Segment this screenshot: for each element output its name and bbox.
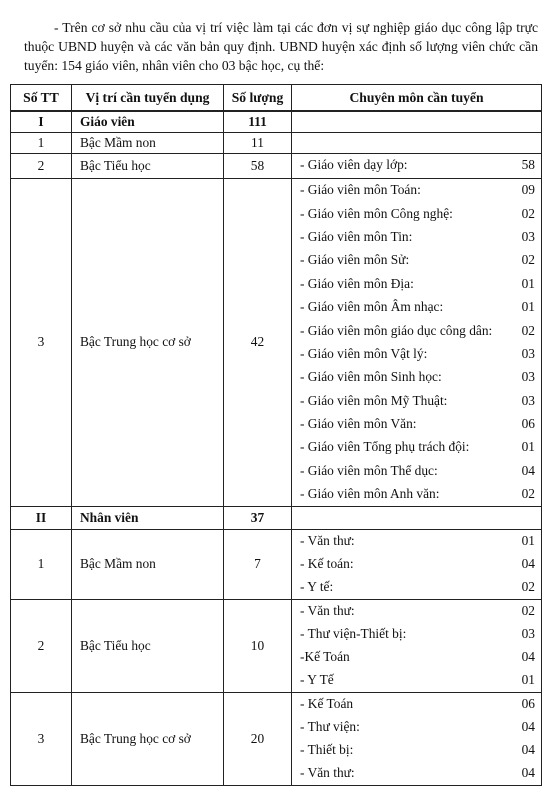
- cell-position: Bậc Mầm non: [72, 529, 224, 599]
- specialty-name: - Thư viện-Thiết bị:: [300, 626, 407, 642]
- specialty-name: - Văn thư:: [300, 765, 355, 781]
- recruitment-table: [10, 84, 542, 786]
- specialty-item: [300, 272, 535, 295]
- specialty-count: 03: [521, 369, 535, 385]
- specialty-name: - Văn thư:: [300, 603, 355, 619]
- specialty-item: [300, 225, 535, 248]
- specialty-count: 02: [521, 603, 535, 619]
- specialty-item: [300, 412, 535, 435]
- specialty-name: - Giáo viên môn Công nghệ:: [300, 205, 453, 221]
- specialty-count: 03: [521, 626, 535, 642]
- cell-quantity: 58: [224, 153, 292, 178]
- cell-specialties: [292, 529, 542, 599]
- table-row: [11, 692, 542, 785]
- specialty-item: [300, 249, 535, 272]
- cell-quantity: 10: [224, 599, 292, 692]
- specialty-name: - Giáo viên môn Sử:: [300, 252, 410, 268]
- specialty-count: 58: [521, 157, 535, 173]
- specialty-count: 01: [521, 672, 535, 688]
- specialty-count: 04: [521, 719, 535, 735]
- cell-stt: II: [11, 506, 72, 529]
- specialty-count: 09: [521, 182, 535, 198]
- specialty-name: - Văn thư:: [300, 533, 355, 549]
- specialty-item: [300, 366, 535, 389]
- specialty-name: - Giáo viên môn giáo dục công dân:: [300, 322, 493, 338]
- header-quantity: Số lượng: [224, 85, 292, 112]
- header-specialty: Chuyên môn cần tuyển: [292, 85, 542, 112]
- specialty-name: - Thư viện:: [300, 719, 360, 735]
- table-row: [11, 599, 542, 692]
- table-header-row: [11, 85, 542, 112]
- cell-quantity: 20: [224, 692, 292, 785]
- cell-specialties: [292, 111, 542, 132]
- specialty-name: - Giáo viên môn Văn:: [300, 416, 417, 432]
- specialty-item: [300, 600, 535, 623]
- specialty-count: 06: [521, 416, 535, 432]
- cell-stt: 1: [11, 132, 72, 153]
- specialty-count: 01: [521, 299, 535, 315]
- specialty-name: - Giáo viên môn Vật lý:: [300, 345, 428, 361]
- cell-position: Nhân viên: [72, 506, 224, 529]
- cell-stt: I: [11, 111, 72, 132]
- specialty-item: [300, 342, 535, 365]
- cell-position: Bậc Mầm non: [72, 132, 224, 153]
- cell-specialties: [292, 178, 542, 506]
- cell-stt: 1: [11, 529, 72, 599]
- specialty-count: 03: [521, 392, 535, 408]
- specialty-name: - Kế Toán: [300, 696, 354, 712]
- specialty-item: [300, 295, 535, 318]
- specialty-count: 04: [521, 556, 535, 572]
- cell-quantity: 37: [224, 506, 292, 529]
- cell-quantity: 42: [224, 178, 292, 506]
- specialty-name: - Kế toán:: [300, 556, 354, 572]
- specialty-name: - Giáo viên môn Địa:: [300, 275, 414, 291]
- specialty-name: - Giáo viên môn Thể dục:: [300, 462, 438, 478]
- cell-position: Bậc Tiểu học: [72, 153, 224, 178]
- specialty-item: [300, 202, 535, 225]
- specialty-count: 01: [521, 439, 535, 455]
- cell-specialties: [292, 132, 542, 153]
- table-row: [11, 132, 542, 153]
- header-position: Vị trí cần tuyển dụng: [72, 85, 224, 112]
- specialty-item: [300, 646, 535, 669]
- specialty-name: - Giáo viên môn Anh văn:: [300, 486, 440, 502]
- table-row: [11, 111, 542, 132]
- intro-paragraph: - Trên cơ sở nhu cầu của vị trí việc làm tại các đơn vị sự nghiệp giáo dục công lập trực thuộc UBND huyện và các văn bản quy định. UBND huyện xác định số lượng viên chức cần tuyển: 154 giáo viên, nhân viên cho 03 bậc học, cụ thể:: [24, 19, 538, 73]
- specialty-count: 04: [521, 462, 535, 478]
- specialty-item: [300, 319, 535, 342]
- table-row: [11, 529, 542, 599]
- cell-position: Bậc Trung học cơ sở: [72, 692, 224, 785]
- specialty-count: 04: [521, 649, 535, 665]
- specialty-count: 03: [521, 345, 535, 361]
- specialty-count: 04: [521, 765, 535, 781]
- specialty-name: - Giáo viên môn Tin:: [300, 228, 413, 244]
- specialty-count: 02: [521, 252, 535, 268]
- table-body: [11, 111, 542, 785]
- table-row: [11, 178, 542, 506]
- table-row: [11, 153, 542, 178]
- specialty-name: - Giáo viên môn Toán:: [300, 182, 421, 198]
- specialty-count: 04: [521, 742, 535, 758]
- specialty-item: [300, 576, 535, 599]
- cell-specialties: [292, 153, 542, 178]
- cell-quantity: 7: [224, 529, 292, 599]
- specialty-item: [300, 389, 535, 412]
- specialty-item: [300, 669, 535, 692]
- specialty-item: [300, 716, 535, 739]
- header-stt: Số TT: [11, 85, 72, 112]
- cell-quantity: 11: [224, 132, 292, 153]
- table-row: [11, 506, 542, 529]
- cell-position: Giáo viên: [72, 111, 224, 132]
- specialty-item: [300, 693, 535, 716]
- cell-quantity: 111: [224, 111, 292, 132]
- specialty-item: [300, 459, 535, 482]
- specialty-count: 02: [521, 579, 535, 595]
- cell-specialties: [292, 692, 542, 785]
- specialty-count: 01: [521, 275, 535, 291]
- specialty-item: [300, 739, 535, 762]
- cell-position: Bậc Tiểu học: [72, 599, 224, 692]
- specialty-item: [300, 436, 535, 459]
- specialty-name: - Y tế:: [300, 579, 334, 595]
- specialty-name: - Giáo viên môn Sinh học:: [300, 369, 442, 385]
- cell-specialties: [292, 506, 542, 529]
- specialty-count: 01: [521, 533, 535, 549]
- specialty-name: -Kế Toán: [300, 649, 350, 665]
- specialty-count: 02: [521, 205, 535, 221]
- specialty-count: 02: [521, 322, 535, 338]
- specialty-count: 06: [521, 696, 535, 712]
- specialty-name: - Giáo viên dạy lớp:: [300, 157, 408, 173]
- specialty-count: 02: [521, 486, 535, 502]
- specialty-item: [300, 623, 535, 646]
- specialty-name: - Y Tế: [300, 672, 334, 688]
- cell-position: Bậc Trung học cơ sở: [72, 178, 224, 506]
- cell-stt: 3: [11, 178, 72, 506]
- specialty-item: [300, 530, 535, 553]
- specialty-item: [300, 179, 535, 202]
- specialty-item: [300, 154, 535, 177]
- specialty-item: [300, 762, 535, 785]
- specialty-name: - Giáo viên môn Âm nhạc:: [300, 299, 444, 315]
- specialty-item: [300, 483, 535, 506]
- specialty-name: - Giáo viên Tổng phụ trách đội:: [300, 439, 470, 455]
- specialty-name: - Giáo viên môn Mỹ Thuật:: [300, 392, 448, 408]
- specialty-item: [300, 553, 535, 576]
- cell-stt: 2: [11, 153, 72, 178]
- cell-stt: 3: [11, 692, 72, 785]
- specialty-name: - Thiết bị:: [300, 742, 354, 758]
- specialty-count: 03: [521, 228, 535, 244]
- cell-specialties: [292, 599, 542, 692]
- cell-stt: 2: [11, 599, 72, 692]
